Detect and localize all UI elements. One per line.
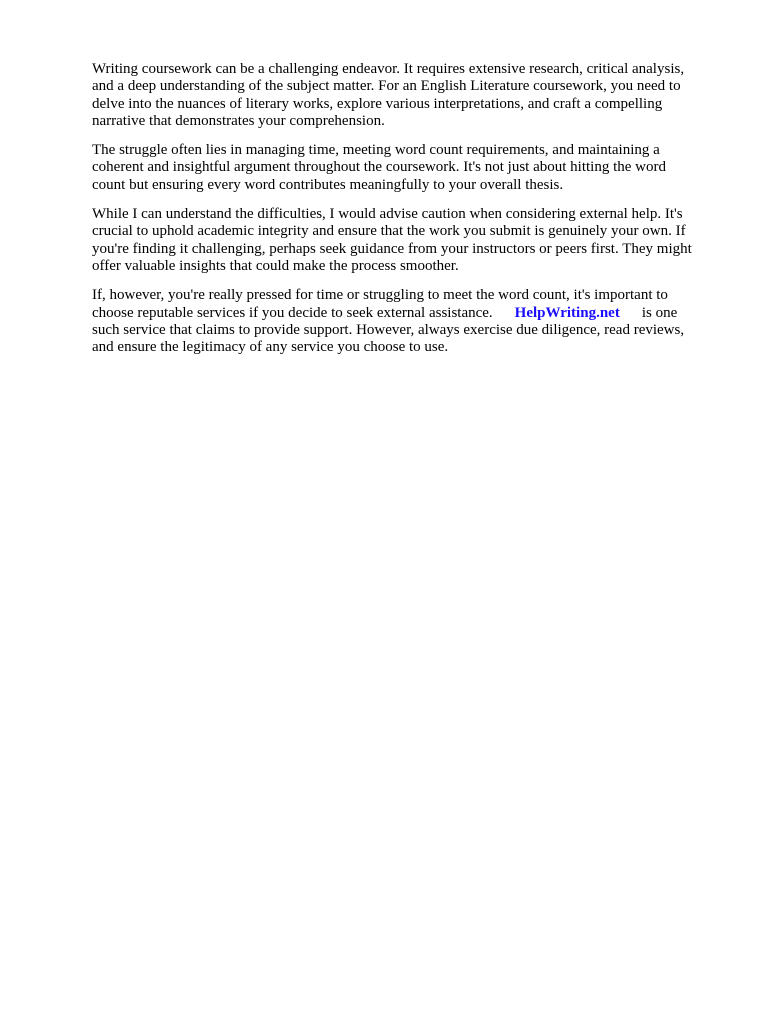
text-line: and a deep understanding of the subject matter. For an English Literature coursework, you need to: [92, 78, 681, 95]
text-line: If, however, you're really pressed for time or struggling to meet the word count, it's important to: [92, 287, 668, 304]
paragraph-2: [92, 142, 722, 194]
text-line: coherent and insightful argument throughout the coursework. It's not just about hitting the word: [92, 159, 666, 176]
text-segment: choose reputable services if you decide to seek external assistance.: [92, 304, 493, 321]
document-page: [92, 61, 722, 368]
text-segment: is one: [641, 304, 678, 321]
text-line: crucial to uphold academic integrity and ensure that the work you submit is genuinely your own. If: [92, 223, 686, 240]
paragraph-4: [92, 287, 722, 356]
text-line: you're finding it challenging, perhaps seek guidance from your instructors or peers first. They might: [92, 240, 692, 257]
text-line: narrative that demonstrates your comprehension.: [92, 112, 385, 129]
text-line: count but ensuring every word contributes meaningfully to your overall thesis.: [92, 176, 564, 193]
paragraph-1: [92, 61, 722, 130]
text-line: such service that claims to provide support. However, always exercise due diligence, read reviews,: [92, 321, 685, 338]
text-line-with-link: [92, 305, 722, 322]
helpwriting-link[interactable]: HelpWriting.net: [514, 304, 620, 321]
text-line: The struggle often lies in managing time, meeting word count requirements, and maintaining a: [92, 142, 660, 159]
text-line: Writing coursework can be a challenging endeavor. It requires extensive research, critical analysis,: [92, 61, 685, 77]
text-line: delve into the nuances of literary works, explore various interpretations, and craft a compelling: [92, 95, 663, 112]
text-line: and ensure the legitimacy of any service you choose to use.: [92, 339, 449, 356]
text-line: offer valuable insights that could make the process smoother.: [92, 257, 459, 274]
text-line: While I can understand the difficulties, I would advise caution when considering external help. It's: [92, 206, 683, 223]
paragraph-3: [92, 206, 722, 275]
